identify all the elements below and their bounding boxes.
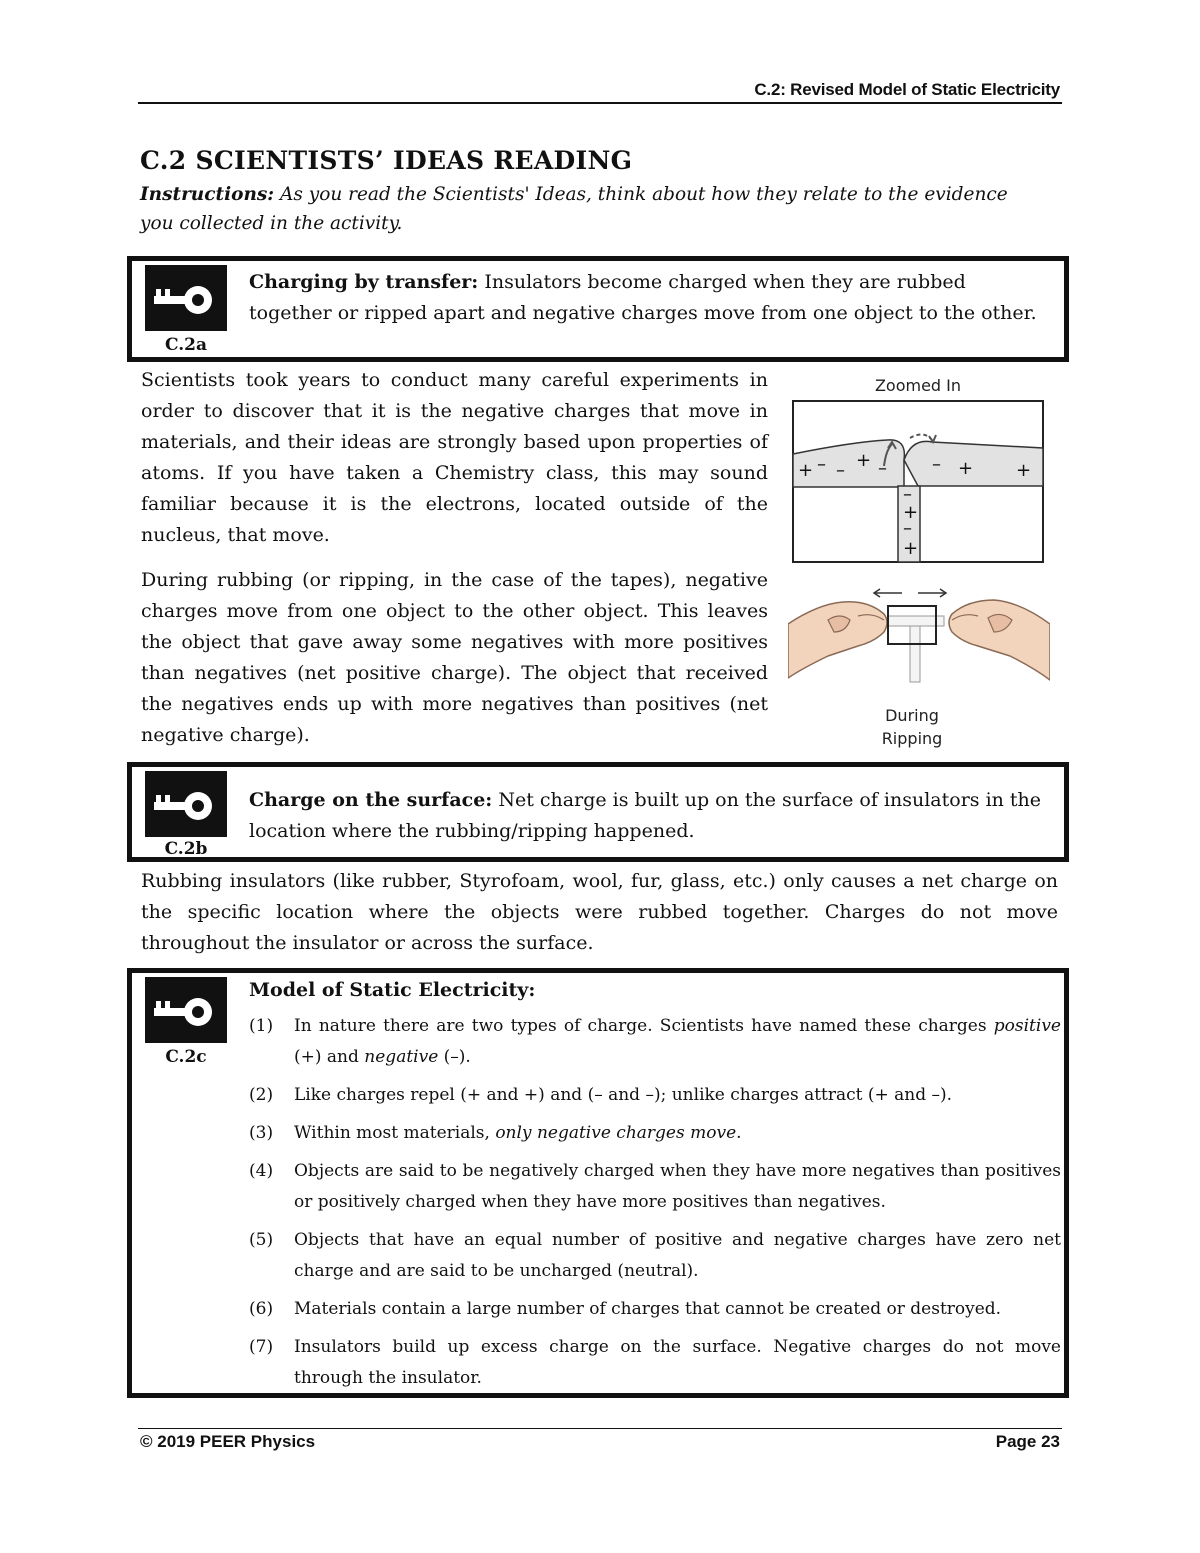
model-item [249, 1294, 1061, 1325]
page-title: C.2 SCIENTISTS’ IDEAS READING [140, 146, 633, 175]
footer-rule [138, 1428, 1062, 1429]
paragraph-electrons: Scientists took years to conduct many careful experiments in order to discover that it is the negative charges that move in materials, and their ideas are strongly based upon properties of atoms. If you have taken a Chemistry class, this may sound familiar because it is the electrons, located outside of the nucleus, that move. [141, 369, 768, 546]
item-text: . [736, 1123, 742, 1143]
item-text: Insulators build up excess charge on the surface. Negative charges do not move through the insulator. [294, 1337, 1061, 1388]
item-emphasis: only negative charges move [495, 1123, 737, 1143]
model-item [249, 1332, 1061, 1394]
item-text: (+) and [294, 1047, 365, 1067]
footer-copyright: © 2019 PEER Physics [140, 1432, 316, 1451]
ripping-hands-figure [788, 582, 1050, 686]
plus-sign: + [1016, 460, 1032, 481]
idea-text [249, 267, 1048, 329]
minus-sign: – [903, 484, 912, 505]
key-icon [145, 771, 227, 837]
item-text: In nature there are two types of charge. Scientists have named these charges [294, 1016, 994, 1036]
item-emphasis: negative [364, 1047, 439, 1067]
key-icon [145, 265, 227, 331]
key-icon [145, 977, 227, 1043]
item-emphasis: positive [993, 1016, 1061, 1036]
item-text: Objects are said to be negatively charged when they have more negatives than positives or positively charged when they have more positives than negatives. [294, 1161, 1061, 1212]
footer-page-number: Page 23 [995, 1432, 1060, 1451]
plus-sign: + [798, 460, 814, 481]
key-idea-box-c2c [127, 968, 1069, 1398]
minus-sign: – [878, 458, 887, 479]
model-item [249, 1225, 1061, 1287]
item-number: (3) [249, 1123, 274, 1143]
model-heading: Model of Static Electricity: [249, 979, 536, 1001]
instructions [140, 180, 1040, 238]
item-text: Materials contain a large number of charges that cannot be created or destroyed. [294, 1299, 1002, 1319]
instructions-label: Instructions: [140, 184, 275, 205]
minus-sign: – [903, 518, 912, 539]
model-item [249, 1011, 1061, 1073]
idea-code: C.2b [164, 839, 208, 859]
running-header: C.2: Revised Model of Static Electricity [754, 80, 1060, 99]
paragraph-insulators: Rubbing insulators (like rubber, Styrofoam, wool, fur, glass, etc.) only causes a net charge on the specific location where the objects were rubbed together. Charges do not move throughout the insulator or across the surface. [141, 870, 1058, 954]
minus-sign: – [836, 460, 845, 481]
paragraph-rubbing: During rubbing (or ripping, in the case of the tapes), negative charges move from one object to the other object. This leaves the object that gave away some negatives with more positives than negatives (net positive charge). The object that received the negatives ends up with more negatives than positives (net negative charge). [141, 569, 768, 746]
item-number: (7) [249, 1337, 274, 1357]
key-idea-box-c2b [127, 762, 1069, 862]
idea-code: C.2c [165, 1047, 207, 1067]
model-item [249, 1118, 1061, 1149]
zoom-caption: Zoomed In [874, 376, 962, 395]
rip-caption-line2: Ripping [881, 729, 943, 748]
model-item [249, 1156, 1061, 1218]
item-number: (1) [249, 1016, 274, 1036]
minus-sign: – [817, 454, 826, 475]
minus-sign: – [932, 454, 941, 475]
model-item [249, 1080, 1061, 1111]
idea-title: Charge on the surface: [249, 789, 493, 811]
idea-text [249, 785, 1048, 847]
zoomed-tape-figure [792, 400, 1044, 564]
idea-title: Charging by transfer: [249, 271, 479, 293]
idea-body: Insulators become charged when they are rubbed together or ripped apart and negative charges move from one object to the other. [249, 271, 1037, 324]
rip-caption-line1: During [885, 706, 939, 725]
item-number: (2) [249, 1085, 274, 1105]
item-text: Objects that have an equal number of positive and negative charges have zero net charge and are said to be uncharged (neutral). [294, 1230, 1061, 1281]
idea-body: Net charge is built up on the surface of insulators in the location where the rubbing/ripping happened. [249, 789, 1042, 842]
plus-sign: + [856, 450, 872, 471]
item-text: (–). [438, 1047, 471, 1067]
plus-sign: + [958, 458, 974, 479]
item-text: Like charges repel (+ and +) and (– and –); unlike charges attract (+ and –). [294, 1085, 953, 1105]
idea-code: C.2a [165, 335, 207, 355]
key-idea-box-c2a [127, 256, 1069, 362]
item-number: (4) [249, 1161, 274, 1181]
item-text: Within most materials, [294, 1123, 496, 1143]
item-number: (5) [249, 1230, 274, 1250]
header-rule [138, 102, 1062, 104]
model-list [249, 1011, 1061, 1401]
plus-sign: + [903, 502, 919, 523]
item-number: (6) [249, 1299, 274, 1319]
instructions-text: As you read the Scientists' Ideas, think about how they relate to the evidence you collected in the activity. [140, 184, 1008, 234]
plus-sign: + [903, 538, 919, 559]
